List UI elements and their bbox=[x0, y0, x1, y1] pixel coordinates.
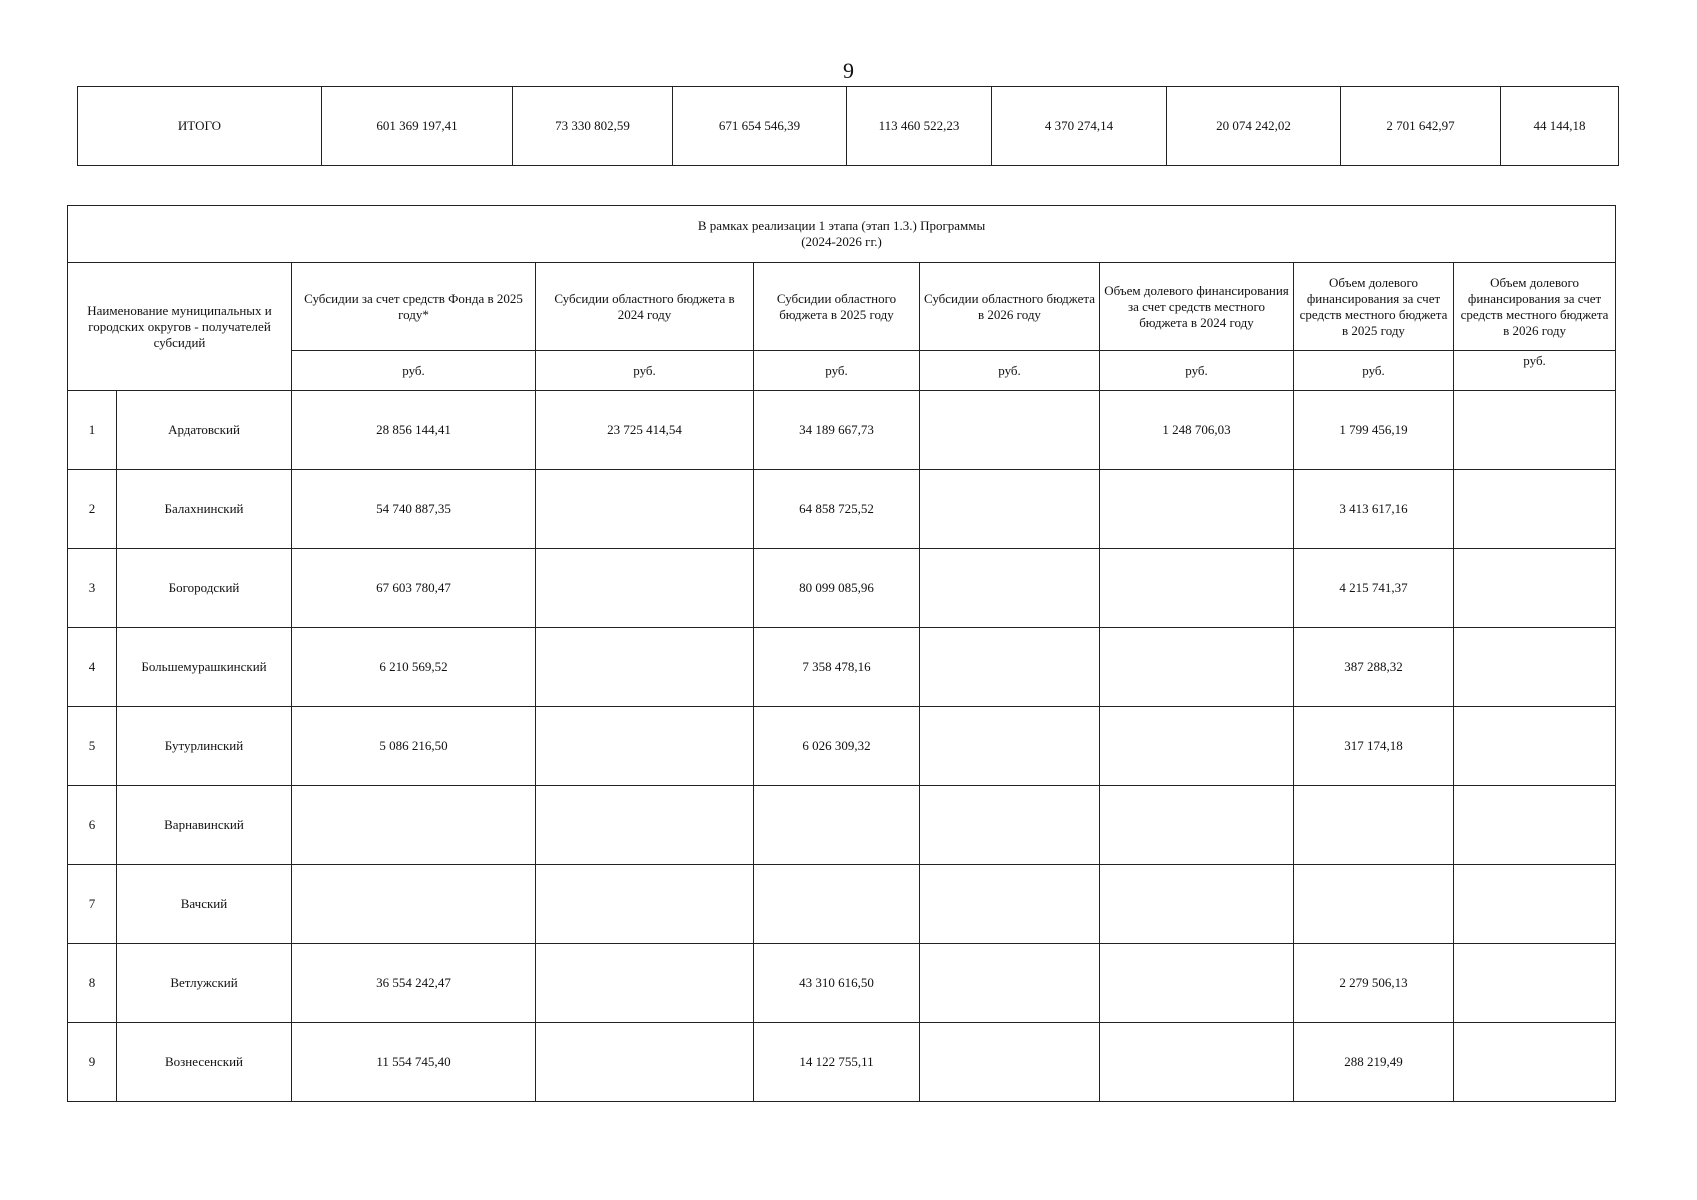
regional-2024-cell bbox=[536, 1023, 754, 1102]
regional-2026-cell bbox=[920, 1023, 1100, 1102]
municipality-name: Богородский bbox=[117, 549, 292, 628]
totals-row bbox=[78, 87, 1619, 166]
municipality-name: Варнавинский bbox=[117, 786, 292, 865]
regional-2024-cell bbox=[536, 786, 754, 865]
fund-2025-cell bbox=[292, 786, 536, 865]
local-2026-cell bbox=[1454, 391, 1616, 470]
fund-2025-cell: 67 603 780,47 bbox=[292, 549, 536, 628]
row-number: 5 bbox=[68, 707, 117, 786]
unit-label: руб. bbox=[1294, 351, 1454, 391]
row-number: 6 bbox=[68, 786, 117, 865]
regional-2026-cell bbox=[920, 470, 1100, 549]
table-row bbox=[68, 1023, 1616, 1102]
regional-2025-cell: 64 858 725,52 bbox=[754, 470, 920, 549]
header-regional-2026: Субсидии областного бюджета в 2026 году bbox=[920, 263, 1100, 351]
regional-2026-cell bbox=[920, 707, 1100, 786]
totals-value: 73 330 802,59 bbox=[513, 87, 673, 166]
regional-2026-cell bbox=[920, 391, 1100, 470]
subsidies-table bbox=[67, 205, 1616, 1102]
header-regional-2025: Субсидии областного бюджета в 2025 году bbox=[754, 263, 920, 351]
header-regional-2024: Субсидии областного бюджета в 2024 году bbox=[536, 263, 754, 351]
table-title bbox=[68, 206, 1616, 263]
local-2025-cell bbox=[1294, 865, 1454, 944]
regional-2024-cell bbox=[536, 707, 754, 786]
municipality-name: Ветлужский bbox=[117, 944, 292, 1023]
local-2026-cell bbox=[1454, 865, 1616, 944]
local-2025-cell bbox=[1294, 786, 1454, 865]
local-2026-cell bbox=[1454, 944, 1616, 1023]
totals-value: 113 460 522,23 bbox=[847, 87, 992, 166]
table-row bbox=[68, 549, 1616, 628]
regional-2025-cell: 43 310 616,50 bbox=[754, 944, 920, 1023]
totals-value: 2 701 642,97 bbox=[1341, 87, 1501, 166]
table-title-line1: В рамках реализации 1 этапа (этап 1.3.) Программы bbox=[697, 218, 986, 233]
row-number: 1 bbox=[68, 391, 117, 470]
unit-label: руб. bbox=[754, 351, 920, 391]
totals-value: 601 369 197,41 bbox=[322, 87, 513, 166]
regional-2025-cell: 14 122 755,11 bbox=[754, 1023, 920, 1102]
regional-2024-cell bbox=[536, 470, 754, 549]
header-name: Наименование муниципальных и городских округов - получателей субсидий bbox=[68, 263, 292, 391]
table-row bbox=[68, 944, 1616, 1023]
regional-2025-cell: 6 026 309,32 bbox=[754, 707, 920, 786]
row-number: 4 bbox=[68, 628, 117, 707]
local-2024-cell bbox=[1100, 865, 1294, 944]
local-2024-cell bbox=[1100, 1023, 1294, 1102]
row-number: 2 bbox=[68, 470, 117, 549]
municipality-name: Вознесенский bbox=[117, 1023, 292, 1102]
local-2024-cell bbox=[1100, 470, 1294, 549]
regional-2025-cell bbox=[754, 865, 920, 944]
local-2026-cell bbox=[1454, 628, 1616, 707]
fund-2025-cell: 11 554 745,40 bbox=[292, 1023, 536, 1102]
table-title-row bbox=[68, 206, 1616, 263]
regional-2025-cell: 7 358 478,16 bbox=[754, 628, 920, 707]
totals-value: 671 654 546,39 bbox=[673, 87, 847, 166]
header-local-2024: Объем долевого финансирования за счет средств местного бюджета в 2024 году bbox=[1100, 263, 1294, 351]
regional-2026-cell bbox=[920, 944, 1100, 1023]
municipality-name: Балахнинский bbox=[117, 470, 292, 549]
table-row bbox=[68, 786, 1616, 865]
local-2024-cell bbox=[1100, 707, 1294, 786]
regional-2024-cell bbox=[536, 944, 754, 1023]
totals-value: 20 074 242,02 bbox=[1167, 87, 1341, 166]
unit-label: руб. bbox=[1100, 351, 1294, 391]
table-title-line2: (2024-2026 гг.) bbox=[801, 234, 882, 249]
local-2024-cell: 1 248 706,03 bbox=[1100, 391, 1294, 470]
fund-2025-cell: 54 740 887,35 bbox=[292, 470, 536, 549]
unit-label: руб. bbox=[920, 351, 1100, 391]
row-number: 7 bbox=[68, 865, 117, 944]
table-unit-row bbox=[68, 351, 1616, 391]
regional-2024-cell bbox=[536, 628, 754, 707]
fund-2025-cell: 6 210 569,52 bbox=[292, 628, 536, 707]
row-number: 9 bbox=[68, 1023, 117, 1102]
unit-label: руб. bbox=[536, 351, 754, 391]
municipality-name: Вачский bbox=[117, 865, 292, 944]
local-2025-cell: 317 174,18 bbox=[1294, 707, 1454, 786]
row-number: 8 bbox=[68, 944, 117, 1023]
table-header-row bbox=[68, 263, 1616, 351]
local-2025-cell: 3 413 617,16 bbox=[1294, 470, 1454, 549]
regional-2024-cell bbox=[536, 865, 754, 944]
local-2025-cell: 4 215 741,37 bbox=[1294, 549, 1454, 628]
fund-2025-cell bbox=[292, 865, 536, 944]
unit-label: руб. bbox=[1454, 351, 1616, 391]
local-2026-cell bbox=[1454, 470, 1616, 549]
regional-2026-cell bbox=[920, 865, 1100, 944]
local-2024-cell bbox=[1100, 628, 1294, 707]
totals-table bbox=[77, 86, 1619, 166]
table-row bbox=[68, 628, 1616, 707]
table-row bbox=[68, 391, 1616, 470]
regional-2026-cell bbox=[920, 628, 1100, 707]
local-2025-cell: 387 288,32 bbox=[1294, 628, 1454, 707]
regional-2025-cell: 80 099 085,96 bbox=[754, 549, 920, 628]
fund-2025-cell: 28 856 144,41 bbox=[292, 391, 536, 470]
table-row bbox=[68, 470, 1616, 549]
table-row bbox=[68, 865, 1616, 944]
header-local-2026: Объем долевого финансирования за счет средств местного бюджета в 2026 году bbox=[1454, 263, 1616, 351]
header-fund-2025: Субсидии за счет средств Фонда в 2025 году* bbox=[292, 263, 536, 351]
row-number: 3 bbox=[68, 549, 117, 628]
unit-label: руб. bbox=[292, 351, 536, 391]
table-row bbox=[68, 707, 1616, 786]
page-number: 9 bbox=[843, 58, 854, 83]
fund-2025-cell: 5 086 216,50 bbox=[292, 707, 536, 786]
local-2026-cell bbox=[1454, 549, 1616, 628]
regional-2024-cell bbox=[536, 549, 754, 628]
local-2024-cell bbox=[1100, 549, 1294, 628]
regional-2026-cell bbox=[920, 549, 1100, 628]
header-local-2025: Объем долевого финансирования за счет средств местного бюджета в 2025 году bbox=[1294, 263, 1454, 351]
totals-label: ИТОГО bbox=[78, 87, 322, 166]
regional-2026-cell bbox=[920, 786, 1100, 865]
local-2026-cell bbox=[1454, 707, 1616, 786]
municipality-name: Большемурашкинский bbox=[117, 628, 292, 707]
municipality-name: Ардатовский bbox=[117, 391, 292, 470]
regional-2025-cell bbox=[754, 786, 920, 865]
local-2024-cell bbox=[1100, 944, 1294, 1023]
regional-2024-cell: 23 725 414,54 bbox=[536, 391, 754, 470]
regional-2025-cell: 34 189 667,73 bbox=[754, 391, 920, 470]
local-2024-cell bbox=[1100, 786, 1294, 865]
local-2025-cell: 1 799 456,19 bbox=[1294, 391, 1454, 470]
totals-value: 4 370 274,14 bbox=[992, 87, 1167, 166]
fund-2025-cell: 36 554 242,47 bbox=[292, 944, 536, 1023]
local-2026-cell bbox=[1454, 1023, 1616, 1102]
municipality-name: Бутурлинский bbox=[117, 707, 292, 786]
local-2025-cell: 288 219,49 bbox=[1294, 1023, 1454, 1102]
local-2026-cell bbox=[1454, 786, 1616, 865]
totals-value: 44 144,18 bbox=[1501, 87, 1619, 166]
local-2025-cell: 2 279 506,13 bbox=[1294, 944, 1454, 1023]
